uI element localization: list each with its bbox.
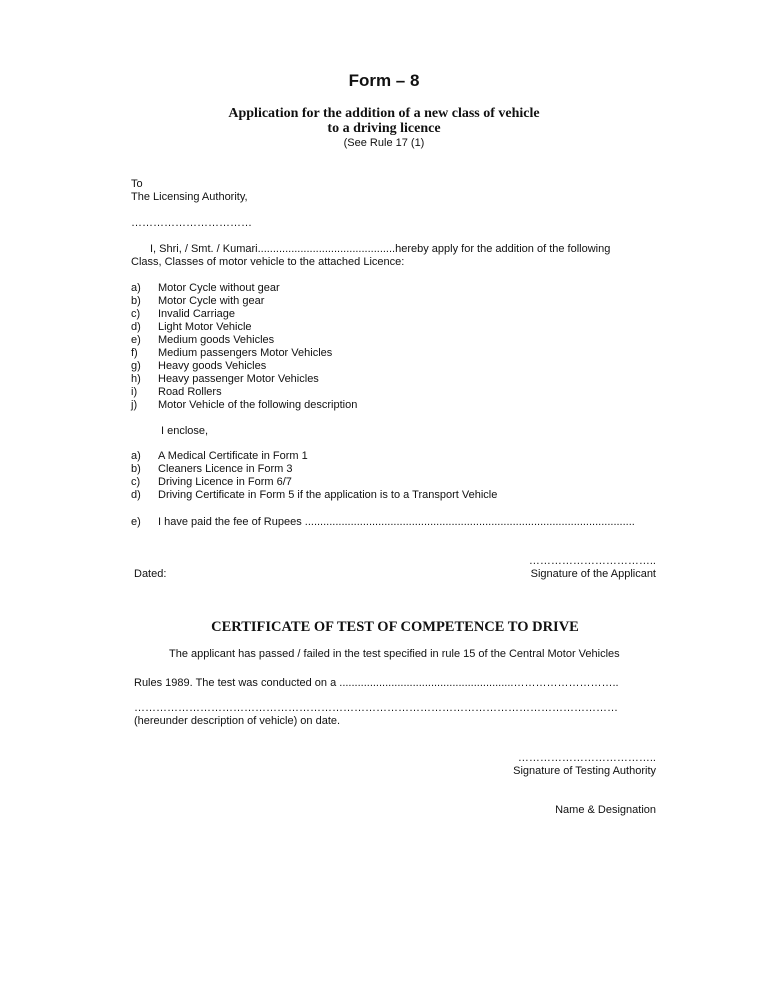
vehicle-class-item-label: a) <box>131 282 141 294</box>
application-line2: Class, Classes of motor vehicle to the attached Licence: <box>131 256 405 268</box>
form-title: Form – 8 <box>348 71 420 90</box>
certificate-line3: …………………………………………………………………………………………………………………… <box>134 702 618 714</box>
certificate-line1: The applicant has passed / failed in the test specified in rule 15 of the Central Motor Vehicles <box>169 648 620 660</box>
vehicle-class-item-text: Medium goods Vehicles <box>158 334 275 346</box>
vehicle-class-item-text: Motor Vehicle of the following description <box>158 399 358 411</box>
enclosure-item-text: Driving Certificate in Form 5 if the application is to a Transport Vehicle <box>158 489 498 501</box>
vehicle-class-item-label: j) <box>131 399 138 411</box>
vehicle-class-item-text: Heavy goods Vehicles <box>158 360 267 372</box>
vehicle-class-item <box>131 334 357 347</box>
vehicle-class-item <box>131 399 357 412</box>
vehicle-class-item-text: Road Rollers <box>158 386 222 398</box>
vehicle-class-item <box>131 295 357 308</box>
enclosure-item-label: a) <box>131 450 141 462</box>
vehicle-class-item-text: Heavy passenger Motor Vehicles <box>158 373 319 385</box>
applicant-signature-line: …………………………….. <box>528 555 656 567</box>
vehicle-class-item-label: d) <box>131 321 141 333</box>
fee-row <box>131 516 635 529</box>
fee-text: I have paid the fee of Rupees ............................................................................................................ <box>158 516 635 528</box>
name-designation-label: Name & Designation <box>555 804 656 816</box>
vehicle-class-item-label: f) <box>131 347 138 359</box>
address-blank-line: …………………………… <box>131 217 252 229</box>
vehicle-class-item <box>131 360 357 373</box>
certificate-title: CERTIFICATE OF TEST OF COMPETENCE TO DRIVE <box>211 619 579 635</box>
vehicle-class-item-text: Invalid Carriage <box>158 308 236 320</box>
vehicle-class-item-label: e) <box>131 334 141 346</box>
vehicle-class-item <box>131 386 357 399</box>
testing-signature-label: Signature of Testing Authority <box>513 765 656 777</box>
vehicle-class-item-label: b) <box>131 295 141 307</box>
address-authority: The Licensing Authority, <box>131 191 248 203</box>
certificate-line2: Rules 1989. The test was conducted on a .........................................................……………………….. <box>134 677 619 689</box>
enclosure-item-label: d) <box>131 489 141 501</box>
enclosure-item-text: Cleaners Licence in Form 3 <box>158 463 293 475</box>
vehicle-class-item-label: h) <box>131 373 141 385</box>
enclosure-item-text: A Medical Certificate in Form 1 <box>158 450 308 462</box>
testing-signature-line: ……………………………….. <box>517 752 656 764</box>
vehicle-class-item-text: Light Motor Vehicle <box>158 321 252 333</box>
vehicle-class-item-label: i) <box>131 386 138 398</box>
vehicle-class-item <box>131 347 357 360</box>
certificate-line4: (hereunder description of vehicle) on date. <box>134 715 341 727</box>
dated-label: Dated: <box>134 568 167 580</box>
vehicle-class-item <box>131 321 357 334</box>
vehicle-class-item-label: g) <box>131 360 141 372</box>
vehicle-class-item <box>131 373 357 386</box>
vehicle-class-item-text: Motor Cycle without gear <box>158 282 280 294</box>
vehicle-class-item-text: Medium passengers Motor Vehicles <box>158 347 333 359</box>
vehicle-class-item <box>131 308 357 321</box>
application-line1: I, Shri, / Smt. / Kumari.............................................hereby apply for the addition of the following <box>150 243 611 255</box>
enclosure-item-text: Driving Licence in Form 6/7 <box>158 476 292 488</box>
enclosure-item <box>131 463 497 476</box>
enclosure-item <box>131 450 497 463</box>
enclosure-item-label: b) <box>131 463 141 475</box>
applicant-signature-label: Signature of the Applicant <box>530 568 656 580</box>
vehicle-class-list <box>131 282 357 412</box>
vehicle-class-item-text: Motor Cycle with gear <box>158 295 265 307</box>
rule-reference: (See Rule 17 (1) <box>343 137 425 149</box>
vehicle-class-item-label: c) <box>131 308 141 320</box>
enclosure-list <box>131 450 497 502</box>
form-heading-line1: Application for the addition of a new class of vehicle <box>228 106 540 121</box>
enclosure-item <box>131 476 497 489</box>
enclosure-item <box>131 489 497 502</box>
address-to: To <box>131 178 143 190</box>
fee-label: e) <box>131 516 141 528</box>
enclosure-item-label: c) <box>131 476 141 488</box>
enclose-heading: I enclose, <box>161 425 209 437</box>
vehicle-class-item <box>131 282 357 295</box>
form-heading-line2: to a driving licence <box>327 121 441 136</box>
